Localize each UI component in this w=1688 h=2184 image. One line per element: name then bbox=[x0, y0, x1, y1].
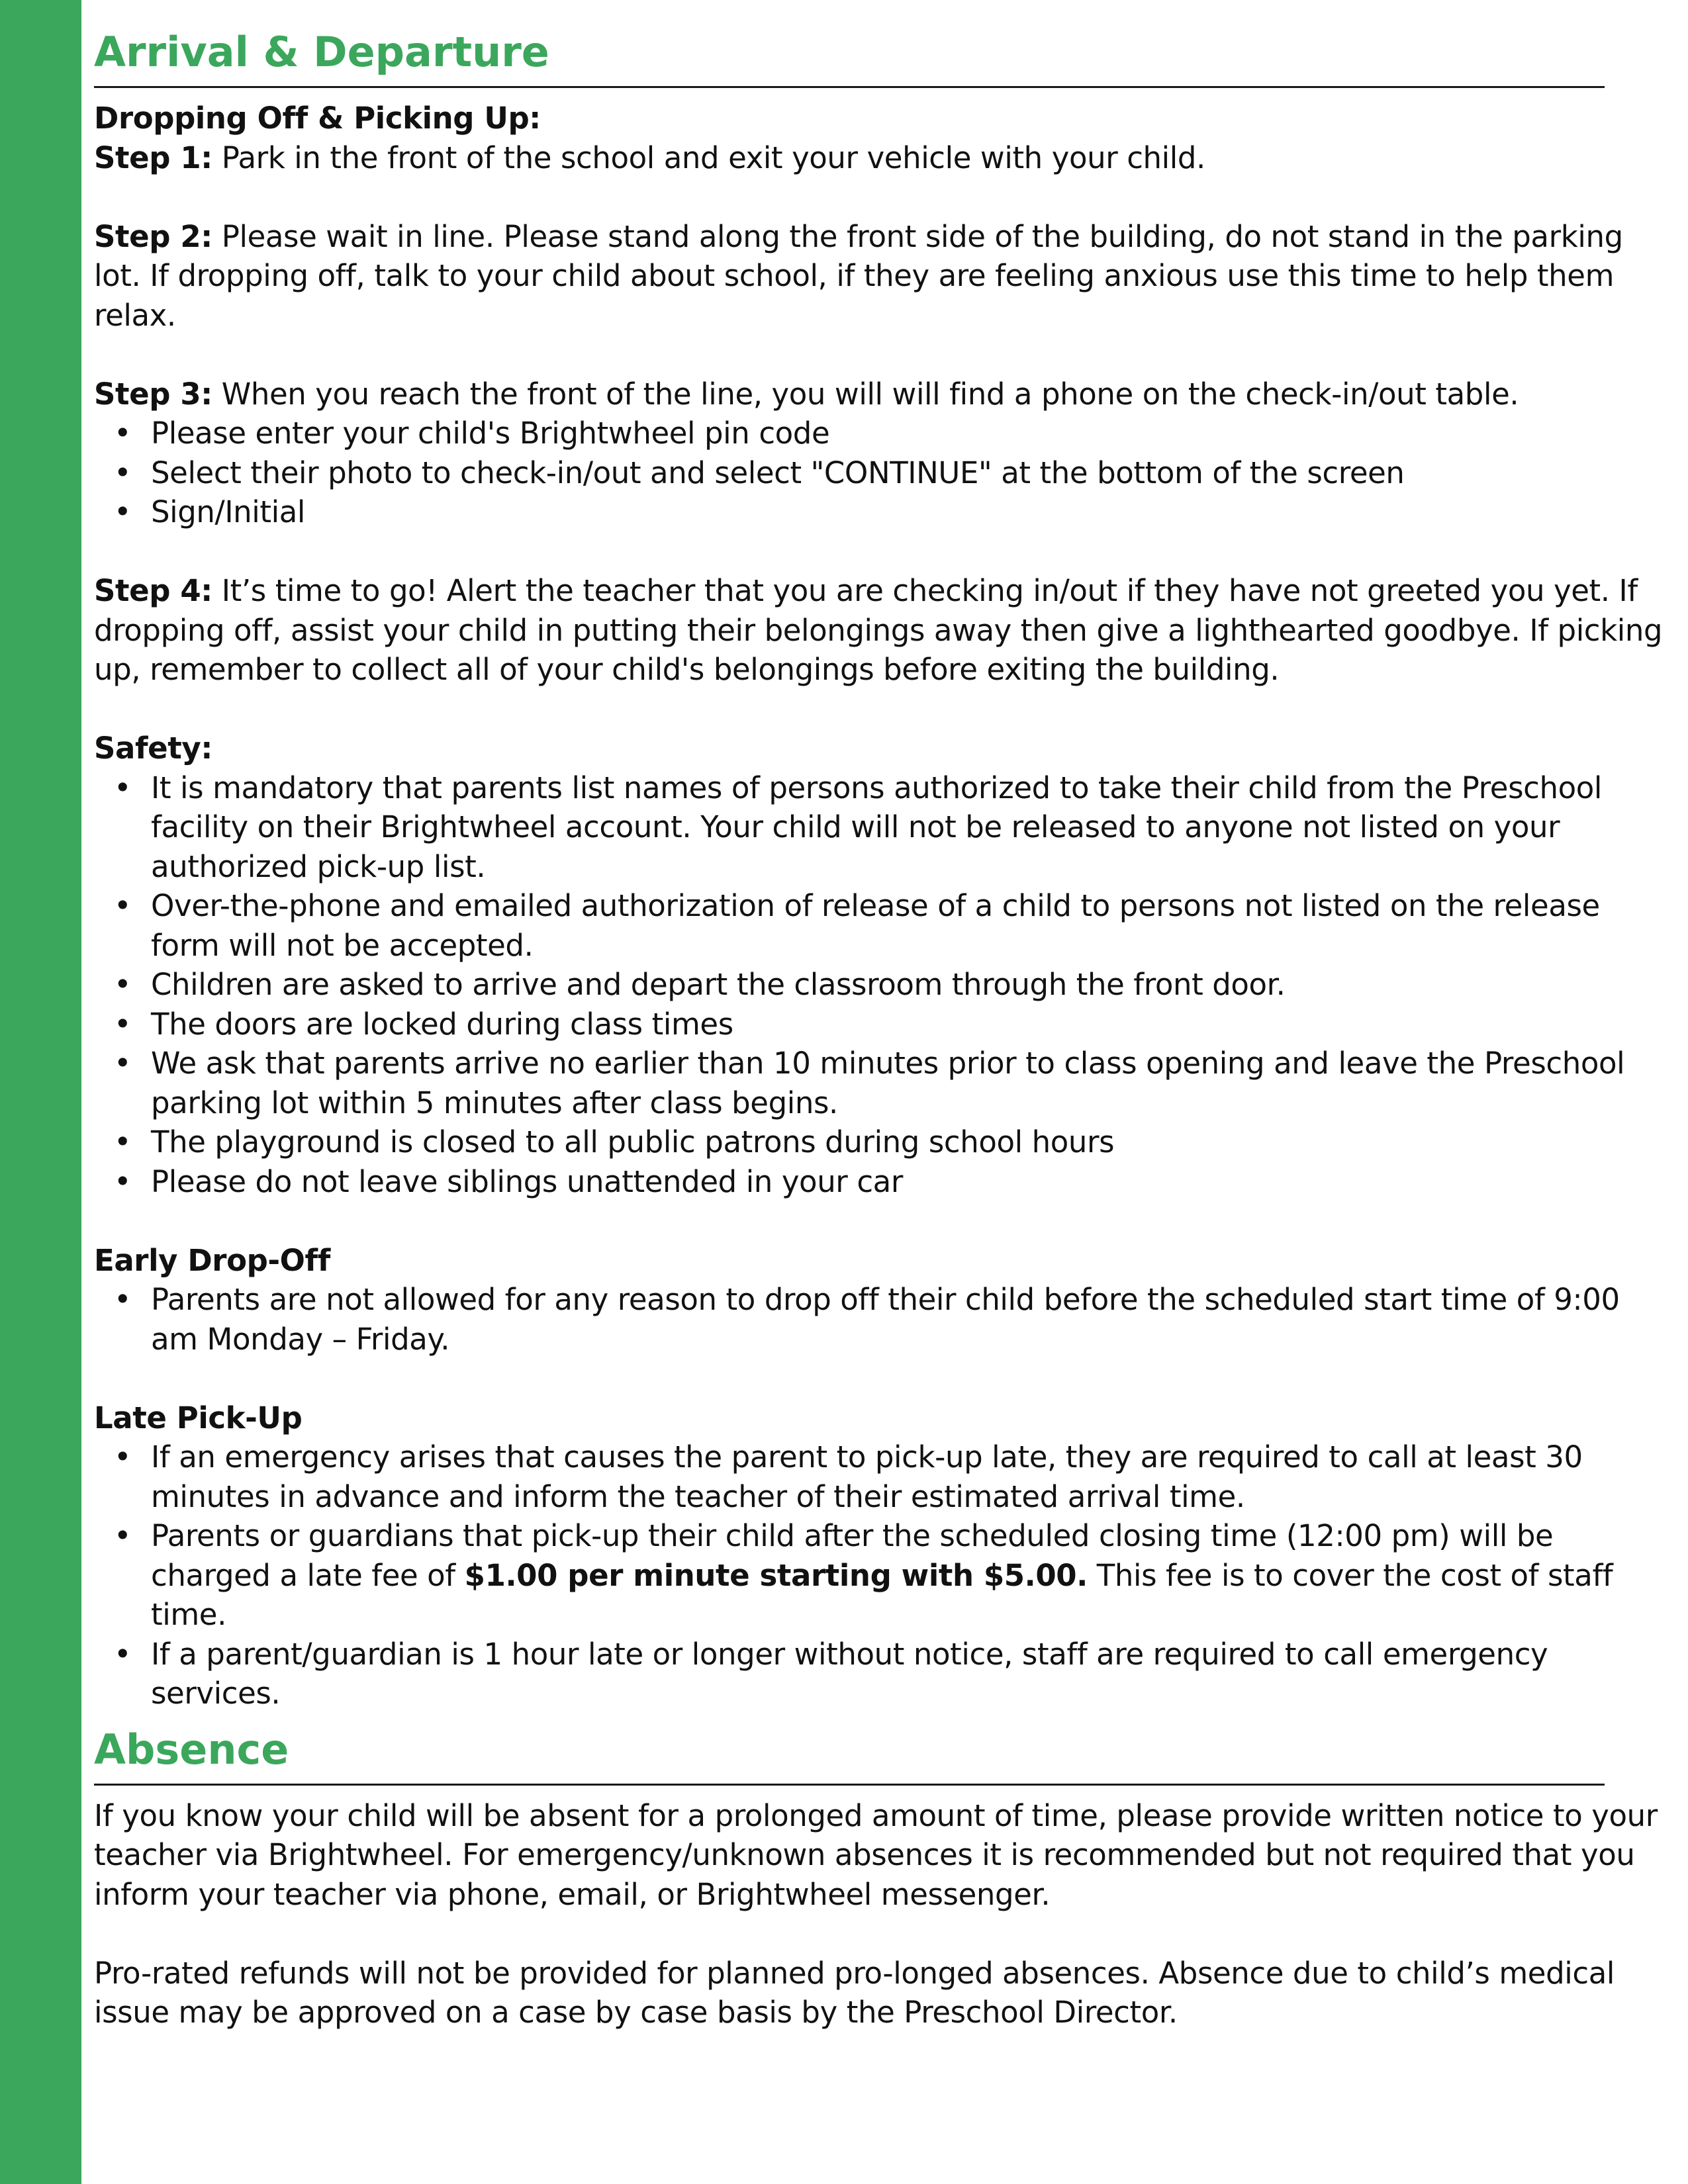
step-label: Step 1: bbox=[94, 140, 212, 175]
list-item: • Over-the-phone and emailed authorization of release of a child to persons not listed on the release form will not be accepted. bbox=[151, 886, 1673, 965]
step-label: Step 2: bbox=[94, 218, 212, 254]
bullet-icon: • bbox=[114, 1006, 132, 1042]
bullet-icon: • bbox=[114, 888, 132, 923]
absence-paragraph-2: Pro-rated refunds will not be provided for planned pro-longed absences. Absence due to child’s medical issue may be approved on a case by case basis by the Preschool Director. bbox=[94, 1955, 1615, 2030]
bullet-icon: • bbox=[114, 1636, 132, 1672]
step-text: Please wait in line. Please stand along the front side of the building, do not stand in the parking lot. If dropping off, talk to your child about school, if they are feeling anxious use this time to help them relax. bbox=[94, 218, 1623, 333]
bullet-icon: • bbox=[114, 1124, 132, 1160]
bullet-icon: • bbox=[114, 1282, 132, 1317]
step-4 bbox=[94, 571, 1673, 690]
step-1 bbox=[94, 138, 1673, 178]
list-item: • If a parent/guardian is 1 hour late or longer without notice, staff are required to call emergency services. bbox=[151, 1635, 1673, 1713]
list-item: • Children are asked to arrive and depart the classroom through the front door. bbox=[151, 965, 1673, 1005]
absence-paragraph-1: If you know your child will be absent for a prolonged amount of time, please provide written notice to your teacher via Brightwheel. For emergency/unknown absences it is recommended but not required that you inform your teacher via phone, email, or Brightwheel messenger. bbox=[94, 1797, 1658, 1912]
safety-list bbox=[94, 768, 1673, 1202]
step-label: Step 4: bbox=[94, 573, 212, 608]
step-label: Step 3: bbox=[94, 376, 212, 412]
bullet-icon: • bbox=[114, 1518, 132, 1553]
list-item: • Please do not leave siblings unattended in your car bbox=[151, 1162, 1673, 1202]
dropoff-heading: Dropping Off & Picking Up: bbox=[94, 101, 541, 136]
late-fee-amount: $1.00 per minute starting with $5.00. bbox=[464, 1557, 1088, 1593]
bullet-icon: • bbox=[114, 416, 132, 451]
bullet-icon: • bbox=[114, 967, 132, 1002]
bullet-icon: • bbox=[114, 455, 132, 490]
early-dropoff-list bbox=[94, 1280, 1673, 1359]
bullet-icon: • bbox=[114, 1163, 132, 1199]
step-text: Park in the front of the school and exit your vehicle with your child. bbox=[212, 140, 1205, 175]
green-side-bar bbox=[0, 0, 81, 2184]
list-item: • The doors are locked during class times bbox=[151, 1005, 1673, 1044]
list-item: • If an emergency arises that causes the parent to pick-up late, they are required to call at least 30 minutes in advance and inform the teacher of their estimated arrival time. bbox=[151, 1437, 1673, 1516]
absence-title: Absence bbox=[94, 1725, 289, 1774]
list-item: • Please enter your child's Brightwheel pin code bbox=[151, 414, 1673, 453]
bullet-icon: • bbox=[114, 770, 132, 805]
bullet-icon: • bbox=[114, 494, 132, 529]
arrival-departure-title: Arrival & Departure bbox=[94, 28, 549, 76]
step-3-list bbox=[94, 414, 1673, 532]
late-pickup-list bbox=[94, 1437, 1673, 1713]
title-divider bbox=[94, 1784, 1605, 1786]
list-item: • The playground is closed to all public patrons during school hours bbox=[151, 1122, 1673, 1162]
early-dropoff-heading: Early Drop-Off bbox=[94, 1242, 330, 1278]
step-text: It’s time to go! Alert the teacher that you are checking in/out if they have not greeted you yet. If dropping off, assist your child in putting their belongings away then give a lighthearted goodbye. If picking up, remember to collect all of your child's belongings before exiting the building. bbox=[94, 573, 1663, 687]
list-item: • Select their photo to check-in/out and select "CONTINUE" at the bottom of the screen bbox=[151, 453, 1673, 493]
list-item: • Parents are not allowed for any reason to drop off their child before the scheduled start time of 9:00 am Monday – Friday. bbox=[151, 1280, 1673, 1359]
step-text: When you reach the front of the line, you will will find a phone on the check-in/out table. bbox=[212, 376, 1519, 412]
bullet-icon: • bbox=[114, 1046, 132, 1081]
list-item: • Sign/Initial bbox=[151, 492, 1673, 532]
safety-heading: Safety: bbox=[94, 731, 212, 766]
bullet-icon: • bbox=[114, 1439, 132, 1475]
title-divider bbox=[94, 86, 1605, 88]
list-item: • We ask that parents arrive no earlier than 10 minutes prior to class opening and leave the Preschool parking lot within 5 minutes after class begins. bbox=[151, 1044, 1673, 1122]
step-2 bbox=[94, 217, 1673, 336]
list-item: • It is mandatory that parents list names of persons authorized to take their child from the Preschool facility on their Brightwheel account. Your child will not be released to anyone not listed on your authorized pick-up list. bbox=[151, 768, 1673, 887]
step-3 bbox=[94, 375, 1673, 414]
late-pickup-heading: Late Pick-Up bbox=[94, 1400, 303, 1435]
document-content bbox=[94, 23, 1673, 2032]
list-item: • Parents or guardians that pick-up their child after the scheduled closing time (12:00 pm) will be charged a late fee of $1.00 per minute starting with $5.00. This fee is to cover the cost of staff time. bbox=[151, 1516, 1673, 1635]
